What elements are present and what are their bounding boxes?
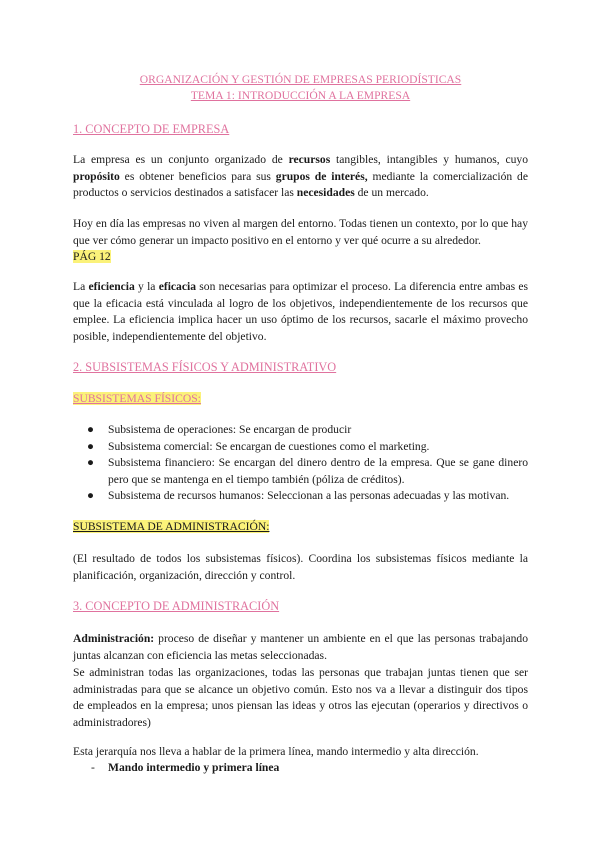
dash-list-item-text: Mando intermedio y primera línea (108, 761, 280, 774)
doc-title-line2: TEMA 1: INTRODUCCIÓN A LA EMPRESA (190, 88, 411, 102)
list-item-text: Subsistema financiero: Se encargan del dinero dentro de la empresa. Que se gane dinero pero que se mantenga en el tiempo también (póliza de créditos). (108, 456, 528, 486)
doc-title-line1: ORGANIZACIÓN Y GESTIÓN DE EMPRESAS PERIODÍSTICAS (139, 73, 462, 86)
bold-term-eficacia: eficacia (158, 280, 197, 293)
text-run: mediante la comercialización de productos o servicios destinados a satisfacer las (73, 169, 528, 199)
subsection-physical-title: SUBSISTEMAS FÍSICOS: (73, 392, 201, 405)
bullet-icon: ● (87, 439, 95, 453)
bullet-icon: ● (87, 423, 95, 436)
list-item (73, 422, 528, 439)
section3-paragraph2: Se administran todas las organizaciones, todas las personas que trabajan juntas tienen que ser administradas para que se alcance un objetivo común. Esto nos va a llevar a distinguir dos tipos de empleados en la empresa; unos piensan las ideas y otros las ejecutan (operarios y directivos o administradores) (73, 666, 528, 729)
text-run: La (73, 280, 89, 293)
section1-heading: 1. CONCEPTO DE EMPRESA (73, 122, 230, 136)
section2-paragraph: (El resultado de todos los subsistemas físicos). Coordina los subsistemas físicos mediante la planificación, organización, dirección y control. (73, 552, 528, 582)
text-run: tangibles, intangibles y humanos, cuyo (330, 153, 529, 166)
bold-term-necesidades: necesidades (296, 186, 355, 199)
section1-paragraph2 (73, 216, 528, 266)
subsection-admin-title: SUBSISTEMA DE ADMINISTRACIÓN: (73, 520, 270, 533)
text-run: y la (134, 280, 159, 293)
definition-term: Administración: (73, 632, 155, 645)
list-item (73, 488, 528, 505)
dash-bullet-icon: - (91, 761, 95, 774)
text-run: La empresa es un conjunto organizado de (73, 153, 289, 166)
bullet-icon: ● (87, 489, 95, 502)
dash-list-item (73, 760, 528, 777)
section3-paragraph3: Esta jerarquía nos lleva a hablar de la primera línea, mando intermedio y alta dirección. (73, 745, 479, 758)
text-run: es obtener beneficios para sus (119, 169, 276, 183)
list-item-text: Subsistema de recursos humanos: Seleccionan a las personas adecuadas y las motivan. (108, 489, 510, 502)
section1-paragraph1 (73, 152, 528, 202)
text-run: de un mercado. (354, 186, 429, 199)
section3-heading: 3. CONCEPTO DE ADMINISTRACIÓN (73, 599, 280, 613)
list-item-text: Subsistema comercial: Se encargan de cuestiones como el marketing. (108, 439, 430, 453)
page-reference: PÁG 12 (73, 250, 111, 263)
subsection-admin (73, 519, 528, 536)
bold-term-eficiencia: eficiencia (88, 280, 135, 293)
doc-title (73, 72, 528, 103)
list-item (73, 455, 528, 488)
physical-subsystems-list (73, 422, 528, 505)
section1-paragraph3 (73, 279, 528, 345)
list-item-text: Subsistema de operaciones: Se encargan de producir (108, 423, 352, 436)
subsection-physical (73, 391, 528, 408)
section3-definition (73, 631, 528, 664)
definition-text: proceso de diseñar y mantener un ambiente en el que las personas trabajando juntas alcanzan con eficiencia las metas seleccionadas. (73, 632, 528, 662)
bullet-icon: ● (87, 456, 95, 469)
bold-term-recursos: recursos (288, 153, 331, 166)
text-run: son necesarias para optimizar el proceso. La diferencia entre ambas es que la eficacia está vinculada al logro de los objetivos, independientemente de los recursos que emplee. La eficiencia implica hacer un uso óptimo de los recursos, sacarle el máximo provecho posible, independientemente del objetivo. (73, 280, 528, 343)
section2-heading: 2. SUBSISTEMAS FÍSICOS Y ADMINISTRATIVO (73, 360, 337, 374)
bold-term-proposito: propósito (73, 169, 120, 183)
list-item (73, 439, 528, 456)
text-run: Hoy en día las empresas no viven al margen del entorno. Todas tienen un contexto, por lo que hay que ver cómo generar un impacto positivo en el entorno y ver qué ocurre a su alrededor. (73, 217, 528, 247)
bold-term-grupos: grupos de interés, (275, 169, 368, 183)
